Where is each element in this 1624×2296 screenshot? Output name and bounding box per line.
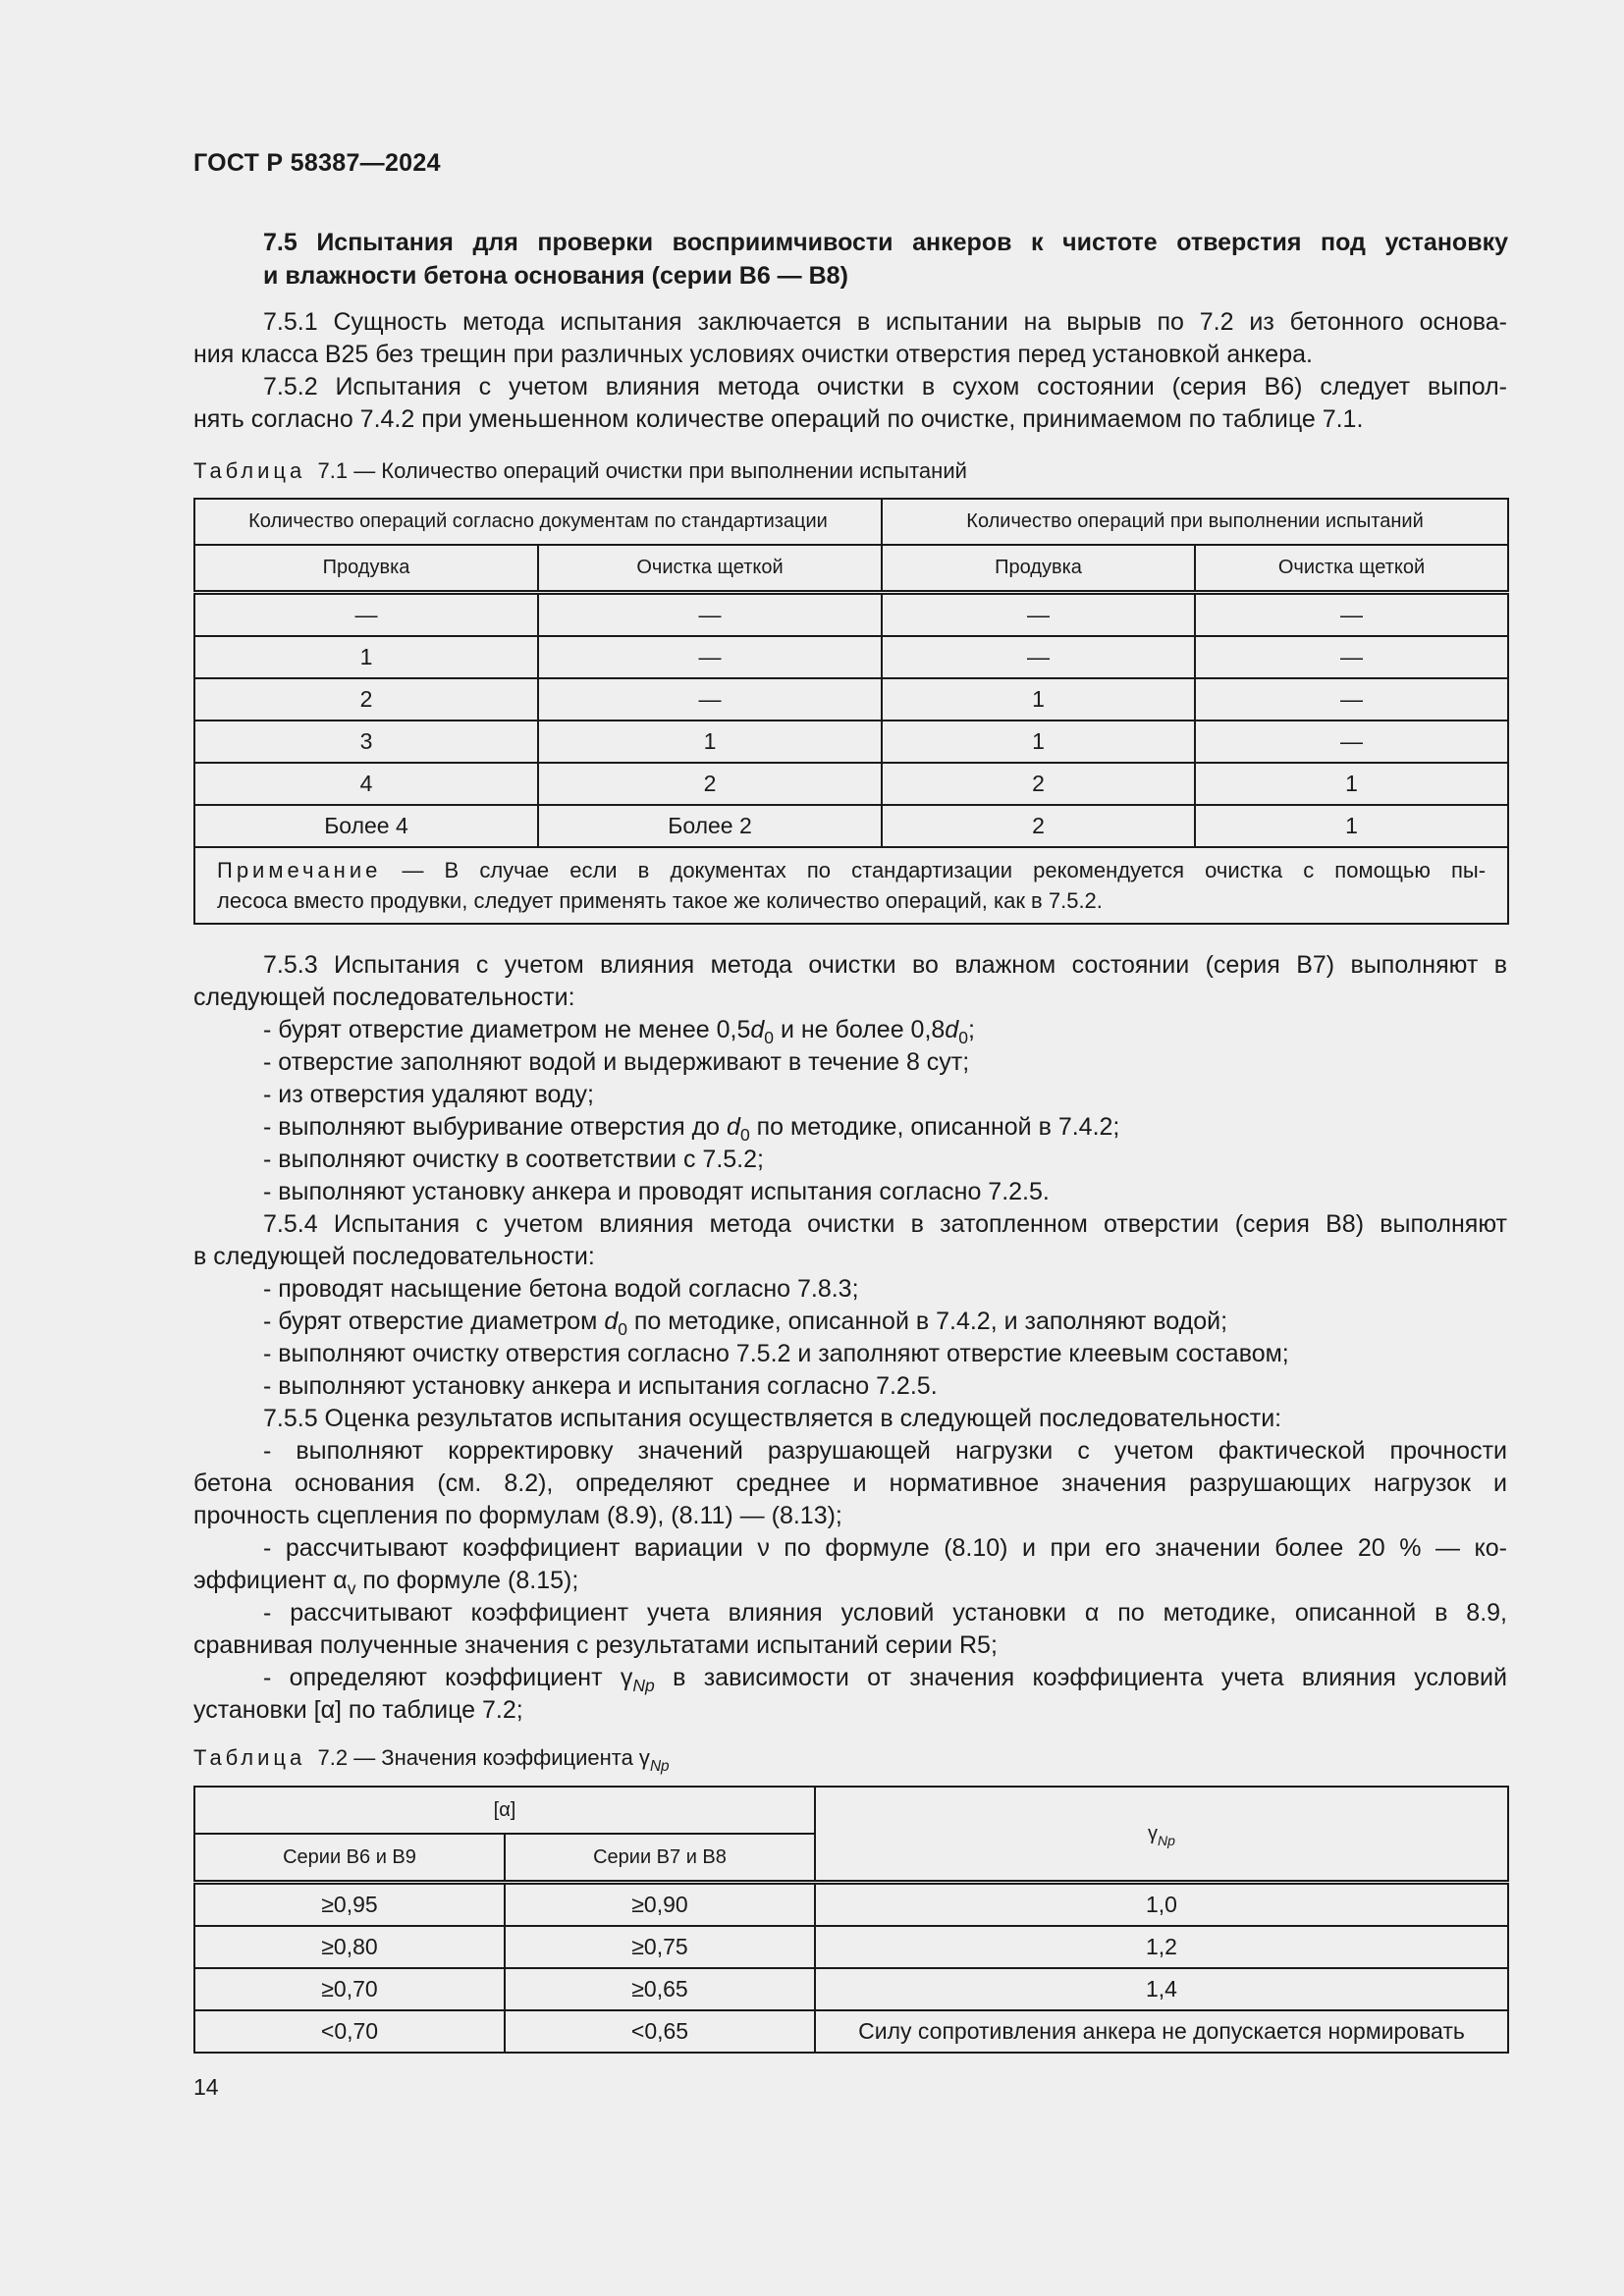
section-title (263, 226, 1508, 293)
col-header: Продувка (882, 545, 1195, 593)
table-cell: <0,65 (505, 2010, 815, 2053)
document-header: ГОСТ Р 58387—2024 (193, 149, 441, 177)
table-caption-text: 7.2 — Значения коэффициента γ (317, 1745, 650, 1770)
table-cell: 1 (194, 636, 538, 678)
table-cell: 1,0 (815, 1883, 1508, 1927)
table-label: Таблица (193, 1745, 306, 1770)
p753-line-1: 7.5.3 Испытания с учетом влияния метода очистки во влажном состоянии (серия В7) выполняют в (263, 951, 1507, 979)
table-row (194, 1968, 1508, 2010)
table-cell: Силу сопротивления анкера не допускается нормировать (815, 2010, 1508, 2053)
table-row (194, 1926, 1508, 1968)
list-item: - выполняют установку анкера и испытания согласно 7.2.5. (263, 1372, 938, 1400)
table-7-2-caption: Таблица 7.2 — Значения коэффициента $\gamma_{Np}$ (193, 1745, 670, 1775)
table-cell: — (1195, 678, 1508, 721)
p754-line-1: 7.5.4 Испытания с учетом влияния метода очистки в затопленном отверстии (серия В8) выполняют (263, 1210, 1507, 1238)
table-row (194, 678, 1508, 721)
e1-line-2: бетона основания (см. 8.2), определяют среднее и нормативное значения разрушающих нагрузок и (193, 1469, 1507, 1497)
table-cell: — (1195, 636, 1508, 678)
e1-line-3: прочность сцепления по формулам (8.9), (8.11) — (8.13); (193, 1502, 842, 1529)
table-row (194, 636, 1508, 678)
group-header-standards: Количество операций согласно документам по стандартизации (194, 499, 882, 545)
list-item: - проводят насыщение бетона водой согласно 7.8.3; (263, 1275, 859, 1303)
table-cell: ≥0,95 (194, 1883, 505, 1927)
table-cell: ≥0,75 (505, 1926, 815, 1968)
table-cell: 1 (1195, 805, 1508, 847)
list-item: - выполняют выбуривание отверстия до $d_0$ по методике, описанной в 7.4.2; (263, 1113, 1120, 1145)
e4-line-1: - определяют коэффициент $\gamma_{Np}$ в зависимости от значения коэффициента учета влияния условий (263, 1664, 1507, 1695)
table-cell: — (1195, 721, 1508, 763)
e3-line-2: сравнивая полученные значения с результатами испытаний серии R5; (193, 1631, 998, 1659)
p755-line: 7.5.5 Оценка результатов испытания осуществляется в следующей последовательности: (263, 1405, 1282, 1432)
p752-line-2: нять согласно 7.4.2 при уменьшенном количестве операций по очистке, принимаемом по таблице 7.1. (193, 405, 1364, 433)
list-item: - выполняют установку анкера и проводят испытания согласно 7.2.5. (263, 1178, 1050, 1205)
table-cell: — (1195, 593, 1508, 637)
table-cell: 1 (882, 678, 1195, 721)
e4-line-2: установки [α] по таблице 7.2; (193, 1696, 523, 1724)
table-cell: 1 (882, 721, 1195, 763)
col-header: Продувка (194, 545, 538, 593)
table-row (194, 805, 1508, 847)
section-title-line-1: 7.5 Испытания для проверки восприимчивости анкеров к чистоте отверстия под установку (263, 229, 1508, 256)
p754-line-2: в следующей последовательности: (193, 1243, 595, 1270)
table-row (194, 721, 1508, 763)
table-note (194, 847, 1508, 924)
col-header: Очистка щеткой (1195, 545, 1508, 593)
list-item: - отверстие заполняют водой и выдерживают в течение 8 сут; (263, 1048, 970, 1076)
table-cell: ≥0,65 (505, 1968, 815, 2010)
table-cell: 1 (1195, 763, 1508, 805)
table-cell: — (538, 636, 882, 678)
table-cell: <0,70 (194, 2010, 505, 2053)
table-cell: 1 (538, 721, 882, 763)
table-cell: 2 (882, 805, 1195, 847)
list-item: - бурят отверстие диаметром не менее $0,5d_0$ и не более $0,8d_0$; (263, 1016, 975, 1047)
list-item: - бурят отверстие диаметром $d_0$ по методике, описанной в 7.4.2, и заполняют водой; (263, 1308, 1228, 1339)
paragraph-7-5-1 (193, 306, 1507, 436)
table-row (194, 763, 1508, 805)
col-header: Очистка щеткой (538, 545, 882, 593)
table-row (194, 593, 1508, 637)
table-cell: 3 (194, 721, 538, 763)
p751-line-2: ния класса В25 без трещин при различных условиях очистки отверстия перед установкой анкера. (193, 341, 1313, 368)
p753-line-2: следующей последовательности: (193, 984, 575, 1011)
note-label: Примечание (217, 858, 382, 882)
table-7-1-caption (193, 458, 967, 484)
table-cell: ≥0,80 (194, 1926, 505, 1968)
list-item: - выполняют очистку в соответствии с 7.5.2; (263, 1146, 764, 1173)
table-row (194, 2010, 1508, 2053)
group-header-tests: Количество операций при выполнении испытаний (882, 499, 1508, 545)
table-cell: 1,4 (815, 1968, 1508, 2010)
table-row (194, 1883, 1508, 1927)
table-cell: — (538, 678, 882, 721)
note-line-1: — В случае если в документах по стандартизации рекомендуется очистка с помощью пы- (381, 858, 1487, 882)
table-cell: ≥0,90 (505, 1883, 815, 1927)
list-item: - из отверстия удаляют воду; (263, 1081, 594, 1108)
list-item: - выполняют очистку отверстия согласно 7.5.2 и заполняют отверстие клеевым составом; (263, 1340, 1289, 1367)
col-header: Серии В7 и В8 (505, 1834, 815, 1883)
page-number: 14 (193, 2074, 219, 2100)
table-cell: 2 (882, 763, 1195, 805)
table-cell: 4 (194, 763, 538, 805)
p752-line-1: 7.5.2 Испытания с учетом влияния метода очистки в сухом состоянии (серия В6) следует выпол- (263, 373, 1507, 400)
table-cell: 1,2 (815, 1926, 1508, 1968)
alpha-header: [α] (194, 1787, 815, 1834)
table-cell: — (194, 593, 538, 637)
e1-line-1: - выполняют корректировку значений разрушающей нагрузки с учетом фактической прочности (263, 1437, 1507, 1465)
table-cell: — (882, 593, 1195, 637)
gamma-header: $\gamma_{Np}$ (815, 1787, 1508, 1883)
note-line-2: лесоса вместо продувки, следует применять такое же количество операций, как в 7.5.2. (217, 888, 1103, 913)
section-title-line-2: и влажности бетона основания (серии В6 — В8) (263, 262, 848, 290)
table-caption-text: 7.1 — Количество операций очистки при выполнении испытаний (317, 458, 967, 483)
table-cell: 2 (538, 763, 882, 805)
table-cell: Более 2 (538, 805, 882, 847)
col-header: Серии В6 и В9 (194, 1834, 505, 1883)
e2-line-1: - рассчитывают коэффициент вариации ν по формуле (8.10) и при его значении более 20 % — ко- (263, 1534, 1507, 1562)
e3-line-1: - рассчитывают коэффициент учета влияния условий установки α по методике, описанной в 8.9, (263, 1599, 1507, 1627)
paragraph-7-5-3-to-7-5-5 (193, 949, 1507, 1727)
table-7-2 (193, 1786, 1509, 2054)
table-cell: — (882, 636, 1195, 678)
table-label: Таблица (193, 458, 306, 483)
p751-line-1: 7.5.1 Сущность метода испытания заключается в испытании на вырыв по 7.2 из бетонного основа- (263, 308, 1507, 336)
table-7-1 (193, 498, 1509, 925)
table-cell: 2 (194, 678, 538, 721)
table-cell: — (538, 593, 882, 637)
e2-line-2: эффициент $\alpha_v$ по формуле (8.15); (193, 1567, 579, 1598)
table-cell: ≥0,70 (194, 1968, 505, 2010)
table-cell: Более 4 (194, 805, 538, 847)
